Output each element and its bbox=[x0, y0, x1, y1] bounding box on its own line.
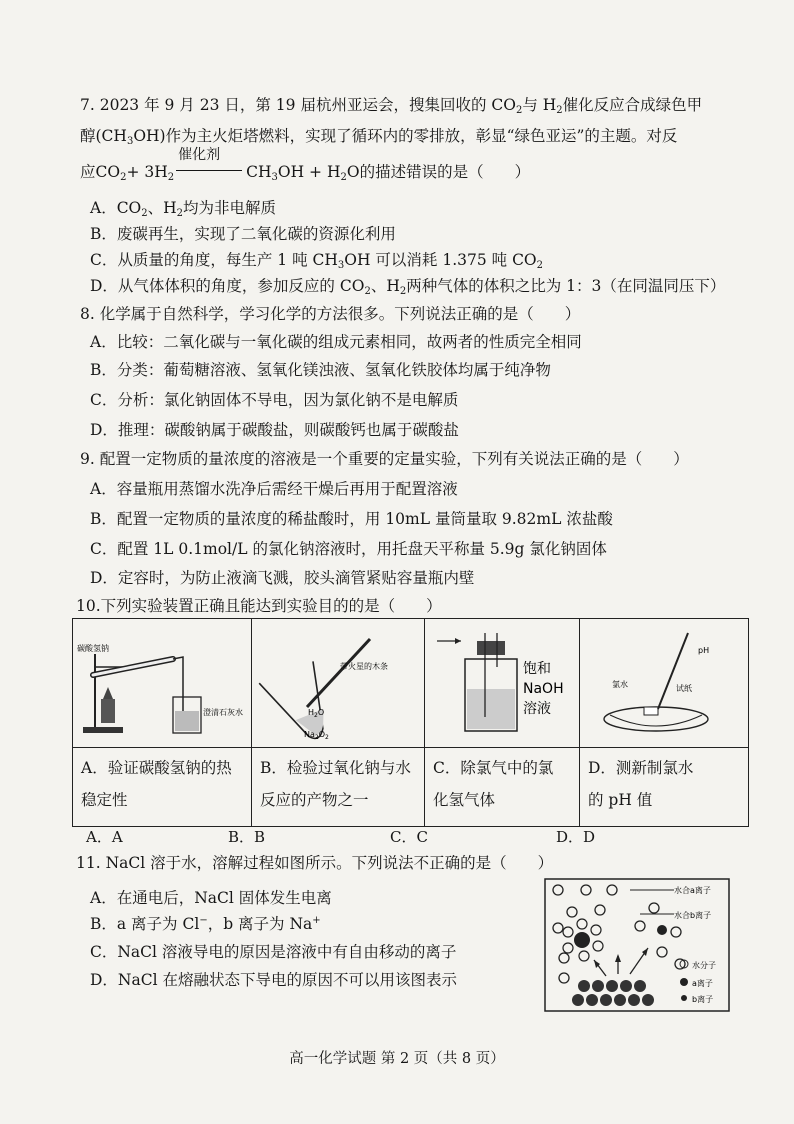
legend-a-ion: a离子 bbox=[692, 979, 713, 988]
q9-option-c: C．配置 1L 0.1mol/L 的氯化钠溶液时，用托盘天平称量 5.9g 氯化钠固体 bbox=[90, 540, 607, 558]
q10-apparatus-table bbox=[72, 618, 749, 827]
q8-stem: 8. 化学属于自然科学，学习化学的方法很多。下列说法正确的是（ ） bbox=[80, 305, 581, 323]
q9-option-b: B．配置一定物质的量浓度的稀盐酸时，用 10mL 量筒量取 9.82mL 浓盐酸 bbox=[90, 510, 613, 528]
fig-d-caption: D．测新制氯水 的 pH 值 bbox=[580, 748, 749, 827]
q7-line-2: 醇$(CH_3OH)$作为主火炬塔燃料，实现了循环内的零排放，彰显“绿色亚运”的主题。对反 bbox=[80, 127, 678, 147]
q11-option-b: B．a 离子为 Cl−，b 离子为 Na+ bbox=[90, 915, 321, 933]
q7-option-b: B．废碳再生，实现了二氧化碳的资源化利用 bbox=[90, 225, 396, 243]
catalyst-arrow: 催化剂 bbox=[176, 160, 244, 180]
q8-option-c: C．分析：氯化钠固体不导电，因为氯化钠不是电解质 bbox=[90, 391, 459, 409]
fig-c-label-3: 溶液 bbox=[523, 701, 551, 717]
fig-c-cell bbox=[425, 619, 580, 748]
q7-line-3: 应$CO_2+ 3H_2$ 催化剂 $CH_3OH + H_2O$的描述错误的是（ ） bbox=[80, 147, 531, 183]
q8-option-a: A．比较：二氧化碳与一氧化碳的组成元素相同，故两者的性质完全相同 bbox=[90, 333, 582, 351]
q7-option-a: A．$CO_2$、$H_2$均为非电解质 bbox=[90, 199, 277, 219]
fig-b-test-tube bbox=[252, 619, 424, 747]
q9-stem: 9. 配置一定物质的量浓度的溶液是一个重要的定量实验，下列有关说法正确的是（ ） bbox=[80, 450, 689, 468]
fig-c-caption: C．除氯气中的氯 化氢气体 bbox=[425, 748, 580, 827]
legend-water: 水分子 bbox=[692, 961, 716, 970]
fig-b-caption: B．检验过氧化钠与水 反应的产物之一 bbox=[252, 748, 425, 827]
q9-option-a: A．容量瓶用蒸馏水洗净后需经干燥后再用于配置溶液 bbox=[90, 480, 458, 498]
q7-option-d: D．从气体体积的角度，参加反应的 $CO_2$、$H_2$两种气体的体积之比为 1：3（在同温同压下） bbox=[90, 277, 726, 297]
q10-choice-d: D．D bbox=[556, 828, 596, 846]
fig-d-label-chlorine-water: 氯水 bbox=[612, 680, 628, 689]
fig-a-label-nahco3: 碳酸氢钠 bbox=[77, 644, 109, 653]
fig-c-label-2: NaOH bbox=[523, 681, 564, 697]
fig-d-cell bbox=[580, 619, 749, 748]
fig-d-label-paper: 试纸 bbox=[676, 684, 692, 693]
q7-option-c: C．从质量的角度，每生产 1 吨 $CH_3OH$ 可以消耗 1.375 吨 $CO_2$ bbox=[90, 251, 544, 271]
legend-b-ion: b离子 bbox=[692, 995, 714, 1004]
fig-b-label-water: $H_2O$ bbox=[308, 708, 325, 719]
label-hydrated-b: 水合b离子 bbox=[674, 911, 712, 920]
q8-option-b: B．分类：葡萄糖溶液、氢氧化镁浊液、氢氧化铁胶体均属于纯净物 bbox=[90, 361, 551, 379]
fig-c-gas-washing-bottle bbox=[425, 619, 579, 747]
q11-dissolution-diagram bbox=[544, 878, 730, 1012]
fig-b-label-na2o2: $Na_2O_2$ bbox=[304, 730, 329, 741]
fig-b-label-splint: 带火星的木条 bbox=[340, 662, 388, 671]
q8-option-d: D．推理：碳酸钠属于碳酸盐，则碳酸钙也属于碳酸盐 bbox=[90, 421, 459, 439]
label-hydrated-a: 水合a离子 bbox=[674, 886, 711, 895]
fig-d-label-ph: pH bbox=[698, 646, 710, 655]
page-footer: 高一化学试题 第 2 页（共 8 页） bbox=[289, 1051, 505, 1067]
q7-line-1: 7. 2023 年 9 月 23 日，第 19 届杭州亚运会，搜集回收的 $CO_2$与 $H_2$催化反应合成绿色甲 bbox=[80, 96, 703, 116]
fig-a-heating-apparatus bbox=[73, 619, 251, 747]
fig-a-label-limewater: 澄清石灰水 bbox=[203, 708, 243, 717]
q11-option-a: A．在通电后，NaCl 固体发生电离 bbox=[90, 889, 332, 907]
fig-a-caption: A．验证碳酸氢钠的热 稳定性 bbox=[73, 748, 252, 827]
q10-choice-c: C．C bbox=[390, 828, 428, 846]
q11-option-c: C．NaCl 溶液导电的原因是溶液中有自由移动的离子 bbox=[90, 943, 457, 961]
q9-option-d: D．定容时，为防止液滴飞溅，胶头滴管紧贴容量瓶内壁 bbox=[90, 569, 475, 587]
q10-choice-b: B．B bbox=[228, 828, 266, 846]
q11-stem: 11. NaCl 溶于水，溶解过程如图所示。下列说法不正确的是（ ） bbox=[76, 854, 554, 872]
fig-d-ph-test bbox=[580, 619, 748, 747]
fig-a-cell bbox=[73, 619, 252, 748]
q10-stem: 10.下列实验装置正确且能达到实验目的的是（ ） bbox=[76, 597, 442, 615]
q10-choice-a: A．A bbox=[86, 828, 123, 846]
fig-b-cell bbox=[252, 619, 425, 748]
fig-c-label-1: 饱和 bbox=[523, 661, 551, 677]
q11-option-d: D．NaCl 在熔融状态下导电的原因不可以用该图表示 bbox=[90, 971, 457, 989]
